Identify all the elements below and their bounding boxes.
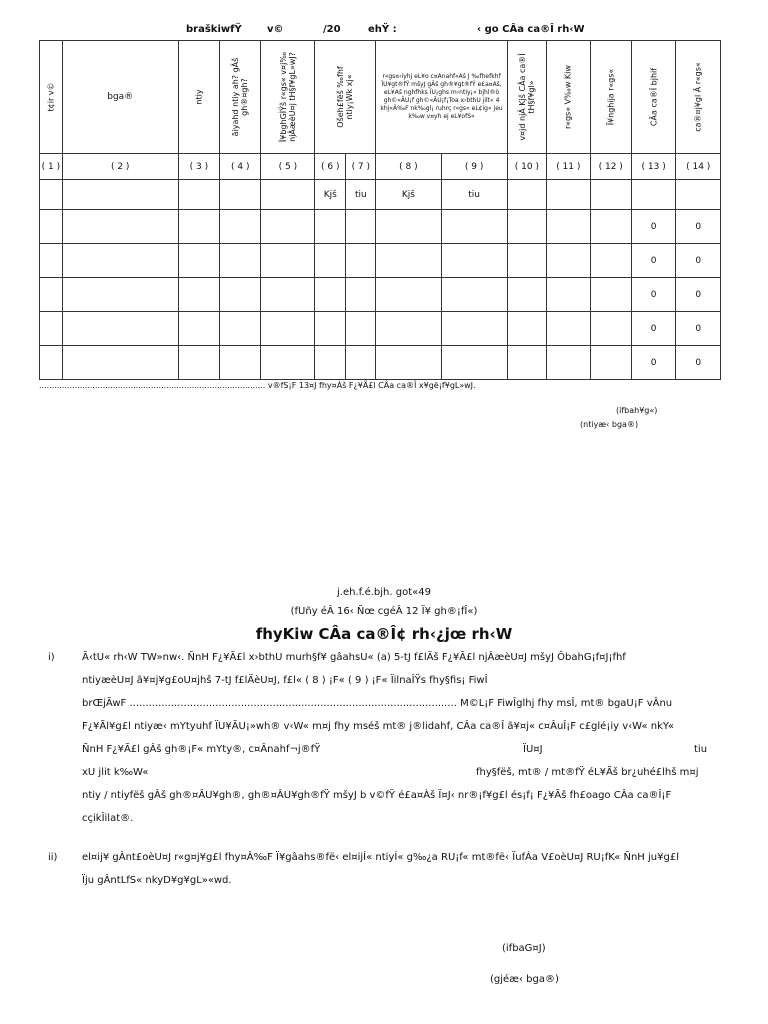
- col-number: ( 11 ): [547, 154, 590, 180]
- col-header-4: ãiyahd ntiy ah? gÂš gh®¤gh?: [220, 41, 261, 154]
- table-row: [40, 278, 721, 312]
- col-number: ( 12 ): [590, 154, 631, 180]
- table-header-row: [40, 41, 721, 154]
- col-number: ( 13 ): [631, 154, 676, 180]
- para-line: Ïju gÂntLfS« nkyD¥g¥gL»«wd.: [82, 875, 232, 886]
- raised-salary-cell: 0: [676, 278, 721, 312]
- increment-amount-cell: 0: [631, 312, 676, 346]
- col-number: ( 14 ): [676, 154, 721, 180]
- designation-label: (gjéæ‹ bga®): [490, 974, 559, 985]
- header-label-4: ehŸ :: [368, 24, 397, 35]
- para-line: fhy§fëš, mt® / mt®fŸ éL¥Ãš br¿uhé£lhš m¤j: [476, 767, 699, 778]
- rule-subreference: (fUñy éÂ 16‹ Ñœ cgéÂ 12 Ï¥ gh®¡fÎ«): [290, 606, 478, 617]
- header-label-3: /20: [323, 24, 341, 35]
- para-line: el¤ij¥ gÂnt£oèU¤J r«g¤j¥g£l fhy¤Â‰F Ï¥gâahs®fë‹ el¤ijÍ« ntiyÍ« g‰¿a RU¡f« mt®fë‹ ÏufÁa V£oèU¤J RU¡fK« ÑnH ju¥g£l: [82, 852, 679, 863]
- para1-marker: i): [48, 652, 55, 663]
- col-header-6-7: Ošeh£fëš ‰fhf ntiy¡Wk xj«: [315, 41, 376, 154]
- para2-marker: ii): [48, 852, 58, 863]
- certificate-paragraph-1: [82, 646, 722, 830]
- header-label-1: braškiwfŸ: [186, 24, 242, 35]
- increment-amount-cell: 0: [631, 346, 676, 380]
- increment-amount-cell: 0: [631, 244, 676, 278]
- increment-table: [39, 40, 721, 380]
- signature-label: (ifbaG¤J): [502, 943, 546, 954]
- raised-salary-cell: 0: [676, 312, 721, 346]
- designation-label: (ntiyæ‹ bga®): [580, 420, 639, 429]
- col-header-3: ntiy: [178, 41, 219, 154]
- table-footnote: ......................................................................................... v®fS¡F 13¤J fhy¤Àš F¿¥Ã£l CÂa ca®Î x¥gë¡f¥gL»wJ.: [39, 381, 476, 390]
- para-line: cçikÎilat®.: [82, 813, 134, 824]
- sub-label-to: tiu: [346, 180, 376, 210]
- certificate-paragraph-2: [82, 846, 722, 892]
- col-header-2: bga®: [62, 41, 178, 154]
- table-row: [40, 244, 721, 278]
- col-number: ( 10 ): [507, 154, 546, 180]
- col-header-14: ca®¤j¥gl Â r«gs«: [676, 41, 721, 154]
- col-number: ( 9 ): [441, 154, 507, 180]
- column-number-row: [40, 154, 721, 180]
- signature-label: (ifbah¥g«): [616, 406, 658, 415]
- raised-salary-cell: 0: [676, 244, 721, 278]
- para-gap-word: ÏU¤J: [523, 744, 543, 755]
- table-row: [40, 210, 721, 244]
- header-label-5: ‹ go CÂa ca®Î rh‹W: [477, 24, 585, 35]
- col-number: ( 7 ): [346, 154, 376, 180]
- para-line: ntiy / ntiyfëš gÂš gh®¤ÂU¥gh®, gh®¤ÂU¥gh®fŸ mšyJ b v©fŸ é£a¤Àš Ï¤J‹ nr®¡f¥g£l és¡f¡ F¿¥Ãš fh£oago CÂa ca®Î¡F: [82, 790, 672, 801]
- para-line: brŒjÃwF ....................................................................................................... M©L¡F FiwÎglhj fhy msÎ, mt® bgaU¡F vÂnu: [82, 698, 673, 709]
- col-number: ( 6 ): [315, 154, 346, 180]
- header-label-2: v©: [267, 24, 284, 35]
- rule-reference: j.eh.f.é.bjh. got«49: [337, 587, 431, 598]
- raised-salary-cell: 0: [676, 346, 721, 380]
- col-header-10: v¤jd njÂ Kjš CÂa ca®Î tH§f¥gl»: [507, 41, 546, 154]
- col-number: ( 2 ): [62, 154, 178, 180]
- col-header-1: t¢ir v©: [40, 41, 63, 154]
- para-line: F¿¥Ãl¥g£l ntiyæ‹ mYtyuhf ÏU¥ÃU¡»wh® v‹W« m¤j fhy mséš mt® j®lidahf, CÂa ca®Î ã¥¤j« c¤ÂuÎ¡F c£glé¡iy v‹W« nkY«: [82, 721, 675, 732]
- col-header-8-9: r«gs¤‹iyhj eL¥o c¤Anahf«Aš J ‰fhefkhf ÏU¥gt®fŸ mšyJ gÂš gh®¥gt®fŸ e£a¤Aš, eL¥Aš nghfhks ÏU¡ghs m›ntiy¡» bjhl®ò gh©«ÃU¡f gh©«ÃU¡f¡Toa x›bthU jilt« 4 khj«Â‰F nk‰gl¡ ruhrç r«gs« eL¢ig« jeu k‰w v¤yh ej eL¥ofS«: [376, 41, 507, 154]
- sub-label-from: Kjš: [376, 180, 441, 210]
- sub-label-to: tiu: [441, 180, 507, 210]
- raised-salary-cell: 0: [676, 210, 721, 244]
- sub-label-row: [40, 180, 721, 210]
- table-row: [40, 346, 721, 380]
- page-title: fhyKiw CÂa ca®Î¢ rh‹¿jœ rh‹W: [255, 625, 513, 643]
- increment-amount-cell: 0: [631, 278, 676, 312]
- col-number: ( 4 ): [220, 154, 261, 180]
- para-gap-word: tiu: [694, 744, 708, 755]
- para-line: xU jlit k‰W«: [82, 767, 149, 778]
- col-number: ( 3 ): [178, 154, 219, 180]
- table-row: [40, 312, 721, 346]
- col-header-11: r«gs« V‰w Kiw: [547, 41, 590, 154]
- col-number: ( 8 ): [376, 154, 441, 180]
- col-header-12: Ï¥nghija r«gs«: [590, 41, 631, 154]
- col-number: ( 5 ): [261, 154, 315, 180]
- para-line: ÑnH F¿¥Ã£l gÂš gh®¡F« mYty®, c¤Ânahf¬j®fŸ: [82, 744, 321, 755]
- sub-label-from: Kjš: [315, 180, 346, 210]
- col-header-5: Ï¥bghGÌŸš r«gs« v¤j‰ njÂæèU¤j tH§f¥gL»wJ?: [261, 41, 315, 154]
- col-header-13: CÂa ca®Î bjhif: [631, 41, 676, 154]
- para-line: Ã‹tU« rh‹W TW»nw‹. ÑnH F¿¥Ã£l x›bthU murh§f¥ gâahsU« (a) 5-tJ f£lÄš F¿¥Ã£l njÂæèU¤J mšyJ ÔbahG¡f¤J¡fhf: [82, 652, 626, 663]
- increment-amount-cell: 0: [631, 210, 676, 244]
- para-line: ntiyæèU¤J ã¥¤j¥g£oU¤jhš 7-tJ f£lÄèU¤J, f£l« ( 8 ) ¡F« ( 9 ) ¡F« ÏilnaÎŸs fhy§fis¡ FiwÎ: [82, 675, 488, 686]
- col-number: ( 1 ): [40, 154, 63, 180]
